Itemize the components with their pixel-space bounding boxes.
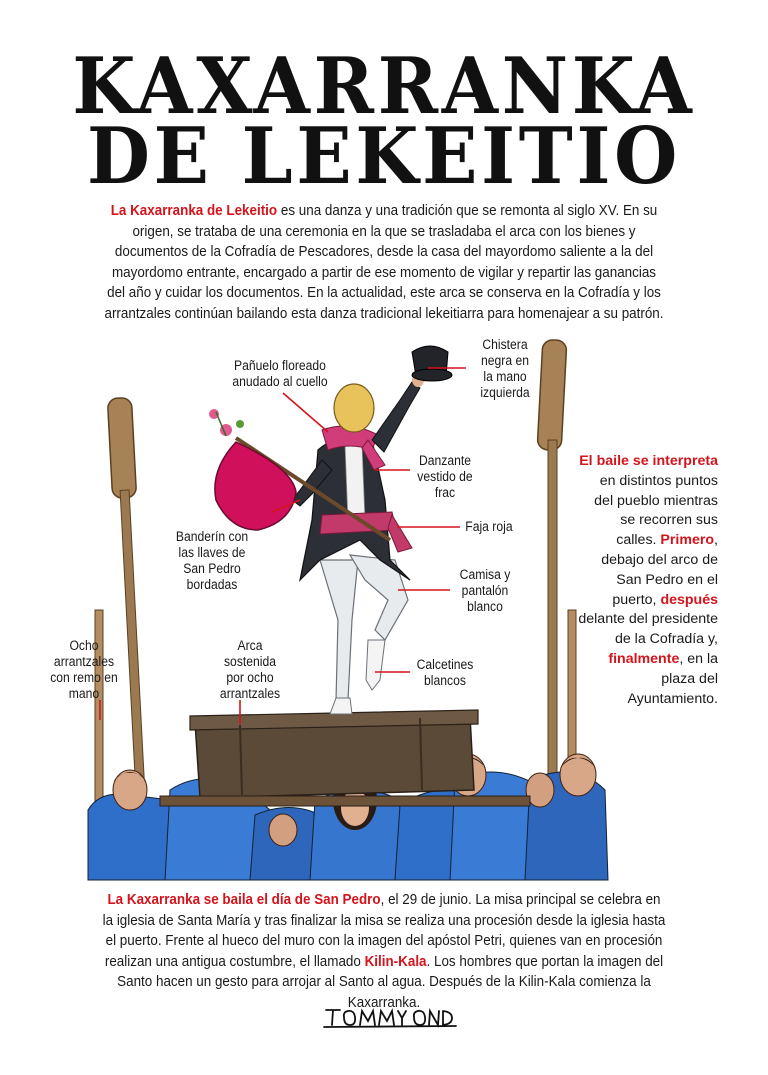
intro-text: es una danza y una tradición que se remonta al siglo XV. En su origen, se trataba de una ceremonia en la que se trasladaba el arca con los bienes y documentos de la Cofradía de Pescadores, desde la casa del mayordomo saliente a la del mayordomo entrante, encargado a partir de ese momento de vigilar y repartir las ganancias del año y cuidar los documentos. En la actualidad, este arca se conserva en la Cofradía y los arrantzales continúan bailando esta danza tradicional lekeitiarra para homenajear a su patrón. xyxy=(104,203,664,322)
intro-lead: La Kaxarranka de Lekeitio xyxy=(110,203,278,219)
side-text-4: , en la plaza del Ayuntamiento. xyxy=(627,650,718,707)
side-red-4: finalmente xyxy=(608,650,680,667)
label-camisa: Camisa y pantalón blanco xyxy=(459,567,511,614)
page-title-line-2: DE LEKEITIO xyxy=(86,111,682,202)
side-paragraph xyxy=(578,452,718,709)
side-text-2: , debajo del arco de San Pedro en el puerto, xyxy=(601,532,718,608)
outro-red-1: La Kaxarranka se baila el día de San Pedro xyxy=(107,892,381,908)
outro-paragraph xyxy=(102,890,665,1013)
label-faja: Faja roja xyxy=(465,519,513,534)
side-text-3: delante del presidente de la Cofradía y, xyxy=(578,611,718,648)
label-danzante: Danzante vestido de frac xyxy=(417,453,473,500)
artist-signature xyxy=(320,1005,460,1029)
label-chistera: Chistera negra en la mano izquierda xyxy=(480,337,530,400)
label-arca: Arca sostenida por ocho arrantzales xyxy=(219,638,281,701)
label-panuelo: Pañuelo floreado anudado al cuello xyxy=(232,358,328,389)
outro-text-2: . Los hombres que portan la imagen del Santo hacen un gesto para arrojar al Santo al agua. Después de la Kilin-Kala comienza la Kaxarranka. xyxy=(117,953,664,1011)
label-banderin: Banderín con las llaves de San Pedro bordadas xyxy=(175,529,249,592)
side-text-1: en distintos puntos del pueblo mientras se recorren sus calles. xyxy=(594,472,718,549)
outro-text-1: , el 29 de junio. La misa principal se celebra en la iglesia de Santa María y tras finalizar la misa se realiza una procesión desde la iglesia hasta el puerto. Frente al hueco del muro con la imagen del apóstol Petri, quienes van en procesión realizan una antigua costumbre, el llamado xyxy=(102,892,666,970)
label-ocho-arrantzales: Ocho arrantzales con remo en mano xyxy=(50,638,118,701)
label-calcetines: Calcetines blancos xyxy=(416,657,474,688)
side-red-1: El baile se interpreta xyxy=(579,453,718,469)
page-title-line-1: KAXARRANKA xyxy=(72,41,696,132)
side-red-3: después xyxy=(660,591,718,608)
outro-red-2: Kilin-Kala xyxy=(364,953,427,970)
side-red-2: Primero xyxy=(660,532,715,549)
